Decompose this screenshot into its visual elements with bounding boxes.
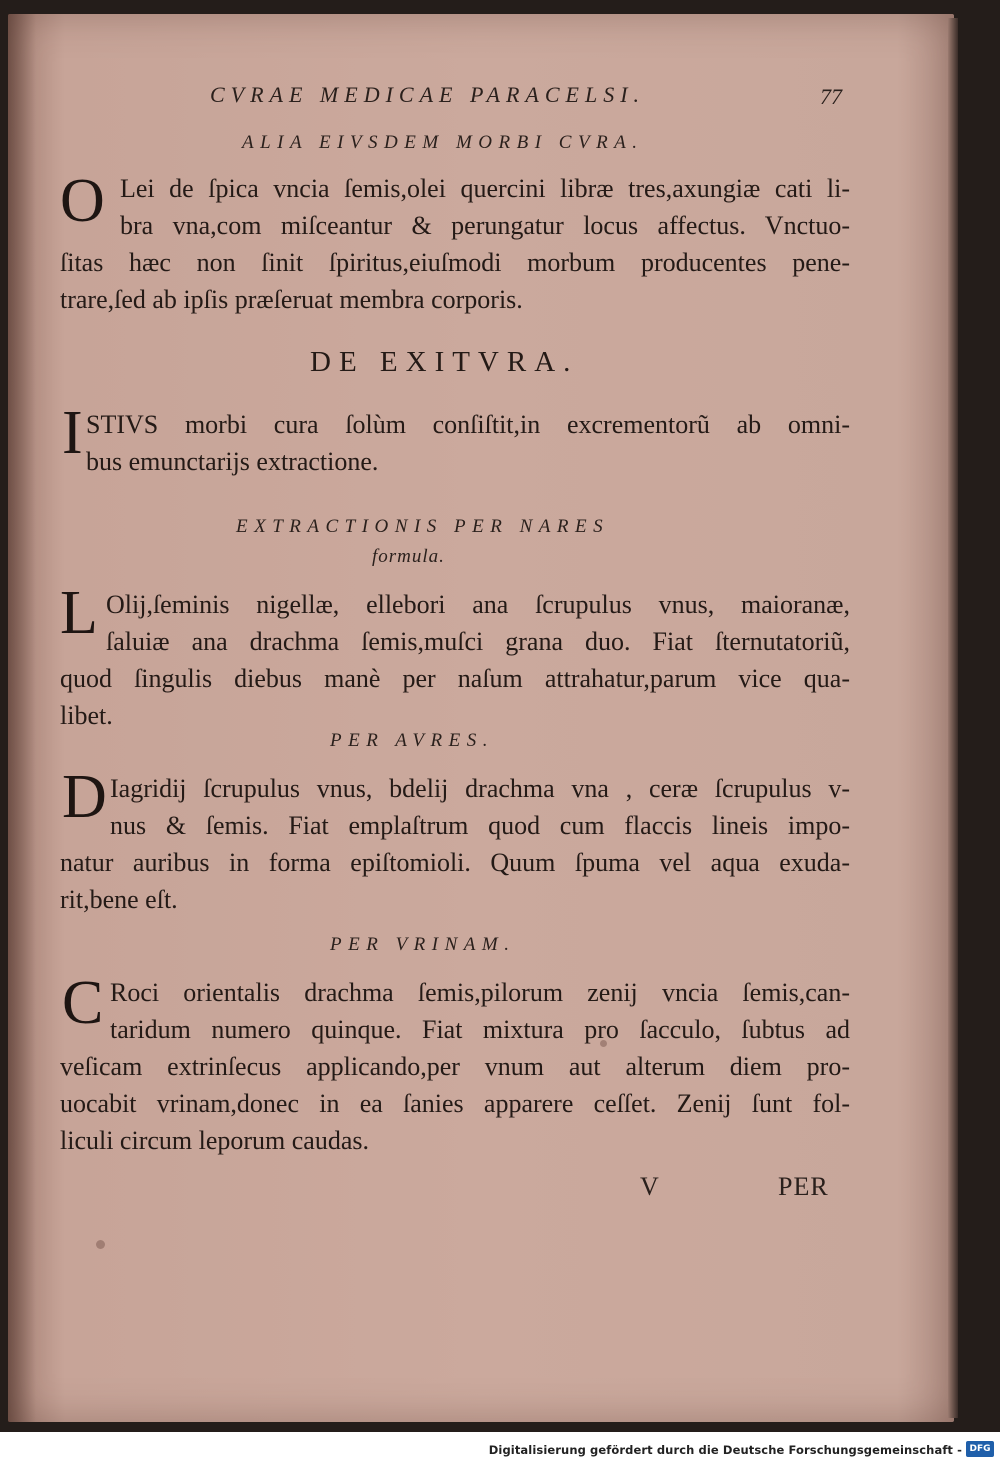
paragraph [60,969,850,1159]
text-line: quod ſingulis diebus manè per naſum attrahatur,parum vice qua- [60,664,850,693]
text-line: liculi circum leporum caudas. [60,1126,370,1155]
text-line: STIVS morbi cura ſolùm conſiſtit,in excrementorũ ab omni- [86,410,850,439]
page-number: 77 [820,84,842,109]
text-line: Iagridij ſcrupulus vnus, bdelij drachma vna , ceræ ſcrupulus v- [110,774,850,803]
dfg-logo-icon[interactable]: DFG [966,1441,994,1457]
section-heading: EXTRACTIONIS PER NARES [236,516,610,537]
paragraph [60,586,850,734]
drop-cap: L [60,579,98,647]
text-line: nus & ſemis. Fiat emplaſtrum quod cum flaccis lineis impo- [110,811,850,840]
text-line: Lei de ſpica vncia ſemis,olei quercini libræ tres,axungiæ cati li- [120,174,850,203]
drop-cap: I [62,399,83,467]
section-heading: PER AVRES. [330,730,494,751]
drop-cap: C [62,969,104,1037]
drop-cap: O [60,167,105,235]
footer-bar [0,1432,1000,1470]
text-line: taridum numero quinque. Fiat mixtura pro ſacculo, ſubtus ad [110,1015,850,1044]
paragraph [60,167,850,318]
signature-mark: V [640,1172,659,1201]
text-line: trare,ſed ab ipſis præſeruat membra corporis. [60,285,523,314]
text-line: uocabit vrinam,donec in ea ſanies apparere ceſſet. Zenij ſunt fol- [60,1089,850,1118]
text-line: Olij,ſeminis nigellæ, ellebori ana ſcrupulus vnus, maioranæ, [106,590,850,619]
drop-cap: D [62,763,107,831]
text-line: natur auribus in forma epiſtomioli. Quum ſpuma vel aqua exuda- [60,848,850,877]
section-heading: ALIA EIVSDEM MORBI CVRA. [242,132,644,153]
ink-stain [96,1240,105,1249]
text-line: veſicam extrinſecus applicando,per vnum aut alterum diem pro- [60,1052,850,1081]
text-line: bus emunctarijs extractione. [86,447,379,476]
funding-credit: Digitalisierung gefördert durch die Deutsche Forschungsgemeinschaft - [488,1443,962,1457]
section-heading: PER VRINAM. [330,934,516,955]
paragraph [60,406,850,480]
text-line: ſaluiæ ana drachma ſemis,muſci grana duo. Fiat ſternutatoriũ, [106,627,850,656]
text-line: libet. [60,701,113,730]
spine-shadow [8,14,36,1422]
text-line: ſitas hæc non ſinit ſpiritus,eiuſmodi morbum producentes pene- [60,248,850,277]
text-line: rit,bene eſt. [60,885,178,914]
catchword: PER [778,1172,829,1201]
chapter-title: DE EXITVRA. [310,346,579,378]
section-heading-sub: formula. [372,546,445,567]
running-title: CVRAE MEDICAE PARACELSI. [210,82,646,107]
text-line: Roci orientalis drachma ſemis,pilorum zenij vncia ſemis,can- [110,978,850,1007]
text-line: bra vna,com miſceantur & perungatur locus affectus. Vnctuo- [120,211,850,240]
paragraph [60,770,850,918]
page-edge [948,18,958,1418]
